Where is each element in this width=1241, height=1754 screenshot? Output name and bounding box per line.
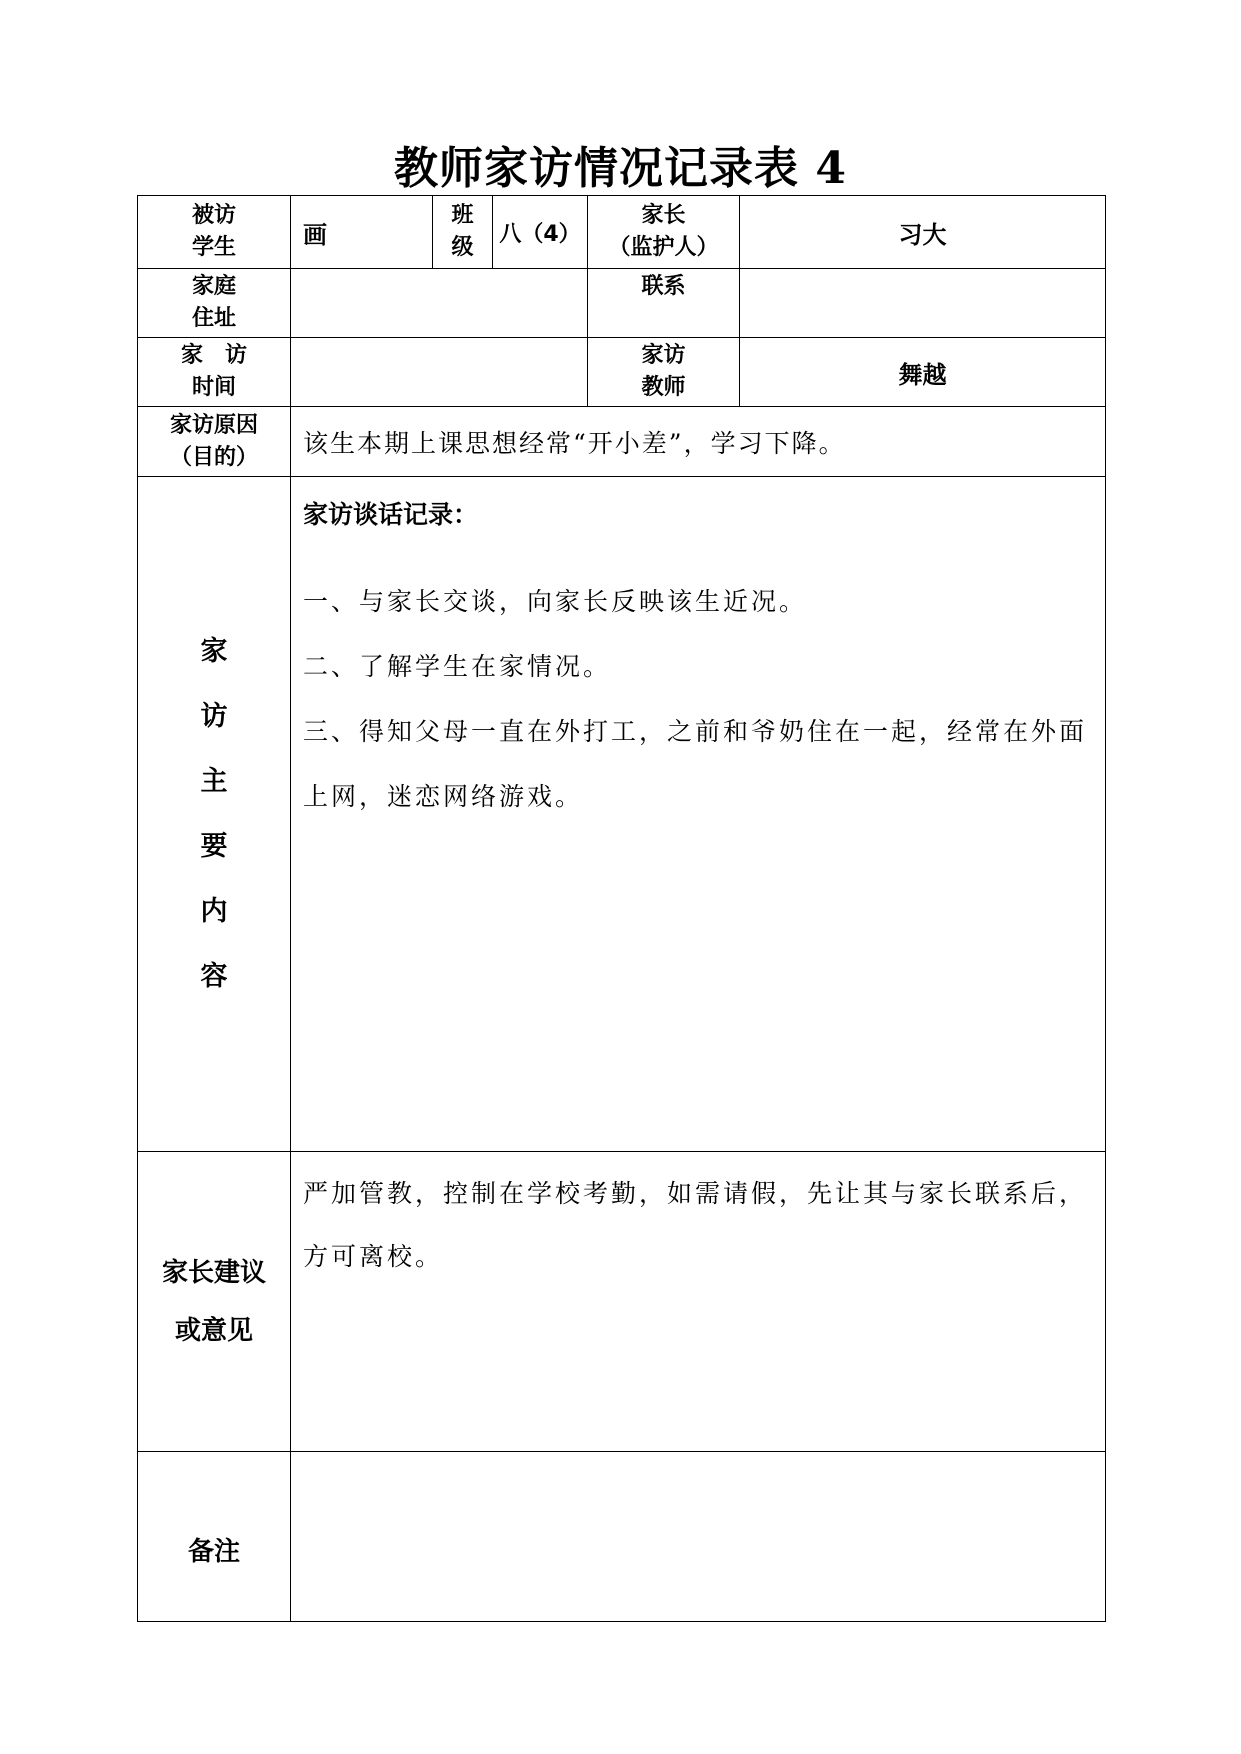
class-label: 班 级 <box>433 196 493 269</box>
visit-time-label: 家 访 时间 <box>138 338 291 407</box>
suggestion-text: 严加管教，控制在学校考勤，如需请假，先让其与家长联系后，方可离校。 <box>303 1179 1088 1271</box>
page-title: 教师家访情况记录表 4 <box>394 143 847 194</box>
contact-label: 联系 <box>588 269 740 338</box>
main-content-label: 家 访 主 要 内 容 <box>138 477 291 1152</box>
student-name-value: 画 <box>291 196 433 269</box>
conversation-item-1: 一、与家长交谈，向家长反映该生近况。 <box>303 587 808 616</box>
row-student-info <box>138 196 1106 269</box>
visit-time-value <box>291 338 588 407</box>
student-label: 被访 学生 <box>138 196 291 269</box>
parent-label: 家长 （监护人） <box>588 196 740 269</box>
reason-label: 家访原因 （目的） <box>138 407 291 477</box>
contact-value <box>740 269 1106 338</box>
suggestion-label: 家长建议 或意见 <box>138 1152 291 1452</box>
row-visit-time <box>138 338 1106 407</box>
conversation-heading: 家访谈话记录： <box>303 500 479 529</box>
row-remarks <box>138 1452 1106 1622</box>
conversation-item-2: 二、了解学生在家情况。 <box>303 652 612 681</box>
row-parent-suggestion <box>138 1152 1106 1452</box>
row-address <box>138 269 1106 338</box>
row-reason <box>138 407 1106 477</box>
suggestion-body <box>291 1152 1106 1452</box>
visit-record-table <box>137 195 1106 1622</box>
teacher-label: 家访 教师 <box>588 338 740 407</box>
address-label: 家庭 住址 <box>138 269 291 338</box>
address-value <box>291 269 588 338</box>
class-value: 八（4） <box>493 196 588 269</box>
remarks-value <box>291 1452 1106 1622</box>
reason-value: 该生本期上课思想经常“开小差”，学习下降。 <box>291 407 1106 477</box>
parent-name-value: 习大 <box>740 196 1106 269</box>
conversation-item-3: 三、得知父母一直在外打工，之前和爷奶住在一起，经常在外面上网，迷恋网络游戏。 <box>303 717 1088 811</box>
remarks-label: 备注 <box>138 1452 291 1622</box>
teacher-name-value: 舞越 <box>740 338 1106 407</box>
main-content-body <box>291 477 1106 1152</box>
row-main-content <box>138 477 1106 1152</box>
